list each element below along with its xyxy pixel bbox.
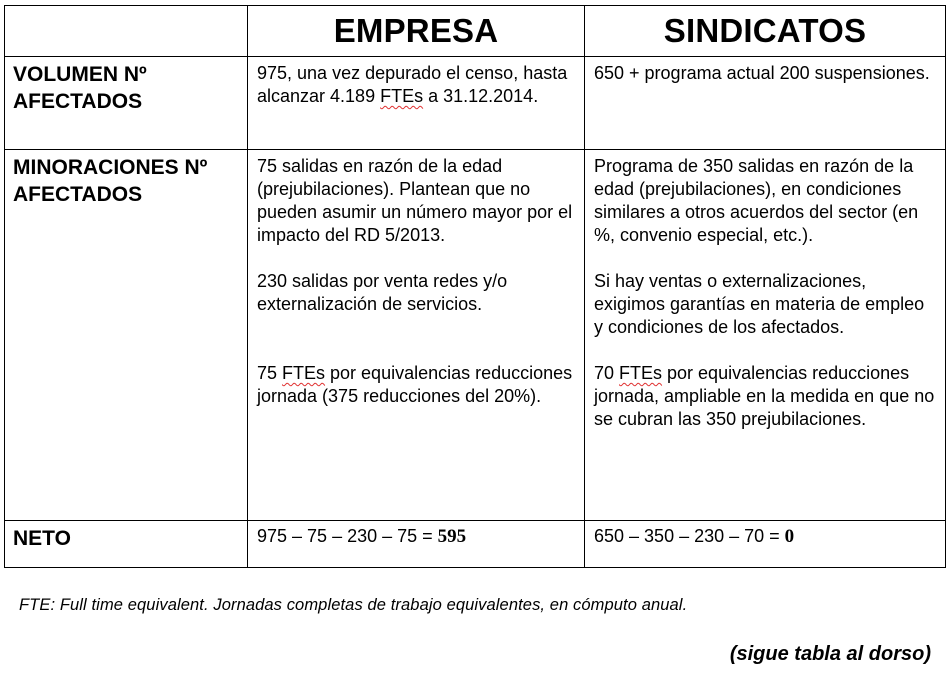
row-label-minoraciones: MINORACIONES Nº AFECTADOS (13, 156, 208, 206)
sindicatos-reducciones-text: 70 FTEs por equivalencias reducciones jornada, ampliable en la medida en que no se cubran las 350 prejubilaciones. (594, 363, 935, 429)
header-sindicatos: SINDICATOS (585, 6, 946, 57)
footnote: FTE: Full time equivalent. Jornadas completas de trabajo equivalentes, en cómputo anual. (19, 596, 688, 614)
sindicatos-volumen-text: 650 + programa actual 200 suspensiones. (594, 63, 930, 83)
empresa-venta-redes-text: 230 salidas por venta redes y/o externalización de servicios. (257, 271, 508, 314)
sindicatos-neto-result: 0 (784, 526, 795, 547)
row-label-neto: NETO (13, 527, 71, 550)
sindicatos-cell (585, 57, 946, 150)
empresa-neto-result: 595 (437, 526, 467, 547)
empresa-cell (248, 57, 585, 150)
empresa-volumen-text (257, 62, 575, 108)
sindicatos-garantias-text: Si hay ventas o externalizaciones, exigimos garantías en materia de empleo y condiciones de los afectados. (594, 271, 925, 337)
empresa-prejubilaciones-text: 75 salidas en razón de la edad (prejubilaciones). Plantean que no pueden asumir un número mayor por el impacto del RD 5/2013. (257, 156, 573, 245)
comparison-table (4, 5, 946, 568)
continues-note: (sigue tabla al dorso) (729, 643, 931, 665)
label-cell (5, 521, 248, 568)
header-row (5, 6, 946, 57)
row-volumen (5, 57, 946, 150)
empresa-cell (248, 521, 585, 568)
empresa-cell (248, 150, 585, 521)
row-minoraciones (5, 150, 946, 521)
sindicatos-cell (585, 521, 946, 568)
sindicatos-neto-formula: 650 – 350 – 230 – 70 = (594, 526, 785, 546)
header-empty-cell (5, 6, 248, 57)
row-neto (5, 521, 946, 568)
empresa-reducciones-text: 75 FTEs por equivalencias reducciones jornada (375 reducciones del 20%). (257, 363, 573, 406)
empresa-neto-formula: 975 – 75 – 230 – 75 = (257, 526, 438, 546)
label-cell (5, 57, 248, 150)
header-empresa: EMPRESA (248, 6, 585, 57)
sindicatos-prejubilaciones-text: Programa de 350 salidas en razón de la edad (prejubilaciones), en condiciones similares a otros acuerdos del sector (en %, convenio especial, etc.). (594, 156, 919, 245)
row-label-volumen: VOLUMEN Nº AFECTADOS (13, 63, 147, 113)
sindicatos-cell (585, 150, 946, 521)
label-cell (5, 150, 248, 521)
empresa-volumen-value: 975, una vez depurado el censo, hasta alcanzar 4.189 FTEs a 31.12.2014. (257, 63, 568, 106)
